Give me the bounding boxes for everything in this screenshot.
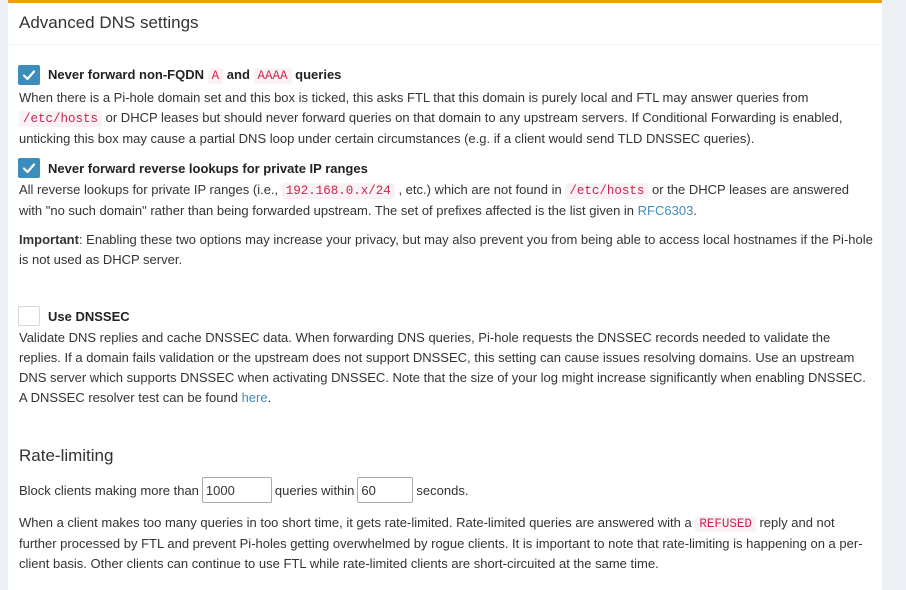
rate-limit-row (19, 477, 468, 503)
etc-hosts-code: /etc/hosts (565, 183, 648, 199)
reverse-desc-part2: , etc.) which are not found in (398, 182, 562, 197)
ip-range-code: 192.168.0.x/24 (282, 183, 395, 199)
panel-divider (8, 44, 882, 45)
rate-text-3: seconds. (416, 482, 469, 498)
rate-desc-part2: reply and not further processed by FTL and prevent Pi-holes getting overwhelmed by rogue clients. It is important to note that rate-limiting is happening on a per-client basis. Other clients can continue to use FTL while rate-limited clients are short-circuited at the same time. (19, 515, 863, 571)
record-a-code: A (208, 68, 224, 84)
check-icon (22, 161, 36, 175)
check-icon (22, 68, 36, 82)
dnssec-desc-text: Validate DNS replies and cache DNSSEC data. When forwarding DNS queries, Pi-hole requests the DNSSEC records needed to validate the replies. If a domain fails validation or the upstream does not support DNSSEC, this setting can cause issues resolving domains. Use an upstream DNS server which supports DNSSEC when activating DNSSEC. Note that the size of your log might increase significantly when enabling DNSSEC. A DNSSEC resolver test can be found (19, 330, 866, 405)
etc-hosts-code: /etc/hosts (19, 111, 102, 127)
page-scrollbar-area (892, 0, 906, 574)
reverse-desc-end: . (693, 203, 697, 218)
important-label: Important (19, 232, 79, 247)
option-never-forward-fqdn[interactable] (18, 65, 341, 85)
dnssec-checkbox[interactable] (18, 306, 40, 326)
dnssec-desc-end: . (267, 390, 272, 405)
important-note (19, 230, 874, 270)
option-never-forward-reverse[interactable] (18, 158, 368, 178)
fqdn-checkbox[interactable] (18, 65, 40, 85)
reverse-lookup-description (19, 180, 874, 221)
advanced-dns-panel (8, 0, 882, 590)
refused-code: REFUSED (695, 516, 756, 532)
dnssec-description (19, 328, 874, 408)
rate-text-1: Block clients making more than (19, 482, 199, 498)
fqdn-desc-part2: or DHCP leases but should never forward queries on that domain to any upstream servers. If Conditional Forwarding is enabled, unticking this box may cause a partial DNS loop under certain circumstances (e.g. if a client would send TLD DNSSEC queries). (19, 110, 843, 146)
fqdn-label-suffix: queries (295, 67, 342, 82)
option-use-dnssec[interactable] (18, 306, 130, 326)
reverse-lookup-checkbox[interactable] (18, 158, 40, 178)
fqdn-label[interactable] (48, 67, 341, 83)
important-text: : Enabling these two options may increase your privacy, but may also prevent you from being able to access local hostnames if the Pi-hole is not used as DHCP server. (19, 232, 873, 267)
fqdn-label-prefix: Never forward non-FQDN (48, 67, 205, 82)
reverse-desc-part3: or the DHCP leases are answered with "no such domain" rather than being forwarded upstream. The set of prefixes affected is the list given in (19, 182, 850, 218)
record-aaaa-code: AAAA (254, 68, 292, 84)
rate-text-2: queries within (274, 482, 355, 498)
rfc6303-link[interactable]: RFC6303 (637, 203, 694, 218)
dnssec-label[interactable]: Use DNSSEC (48, 308, 130, 324)
dnssec-test-link[interactable]: here (241, 390, 268, 405)
fqdn-label-mid: and (226, 67, 250, 82)
rate-limit-interval-input[interactable] (357, 477, 413, 503)
rate-limit-count-input[interactable] (202, 477, 272, 503)
fqdn-description (19, 88, 874, 149)
panel-title: Advanced DNS settings (19, 13, 199, 32)
reverse-lookup-label[interactable]: Never forward reverse lookups for private IP ranges (48, 160, 368, 176)
fqdn-desc-part1: When there is a Pi-hole domain set and this box is ticked, this asks FTL that this domain is purely local and FTL may answer queries from (19, 90, 809, 105)
rate-limiting-title: Rate-limiting (19, 446, 114, 465)
reverse-desc-part1: All reverse lookups for private IP ranges (i.e., (19, 182, 279, 197)
rate-desc-part1: When a client makes too many queries in too short time, it gets rate-limited. Rate-limited queries are answered with a (19, 515, 692, 530)
rate-limiting-description (19, 513, 874, 574)
